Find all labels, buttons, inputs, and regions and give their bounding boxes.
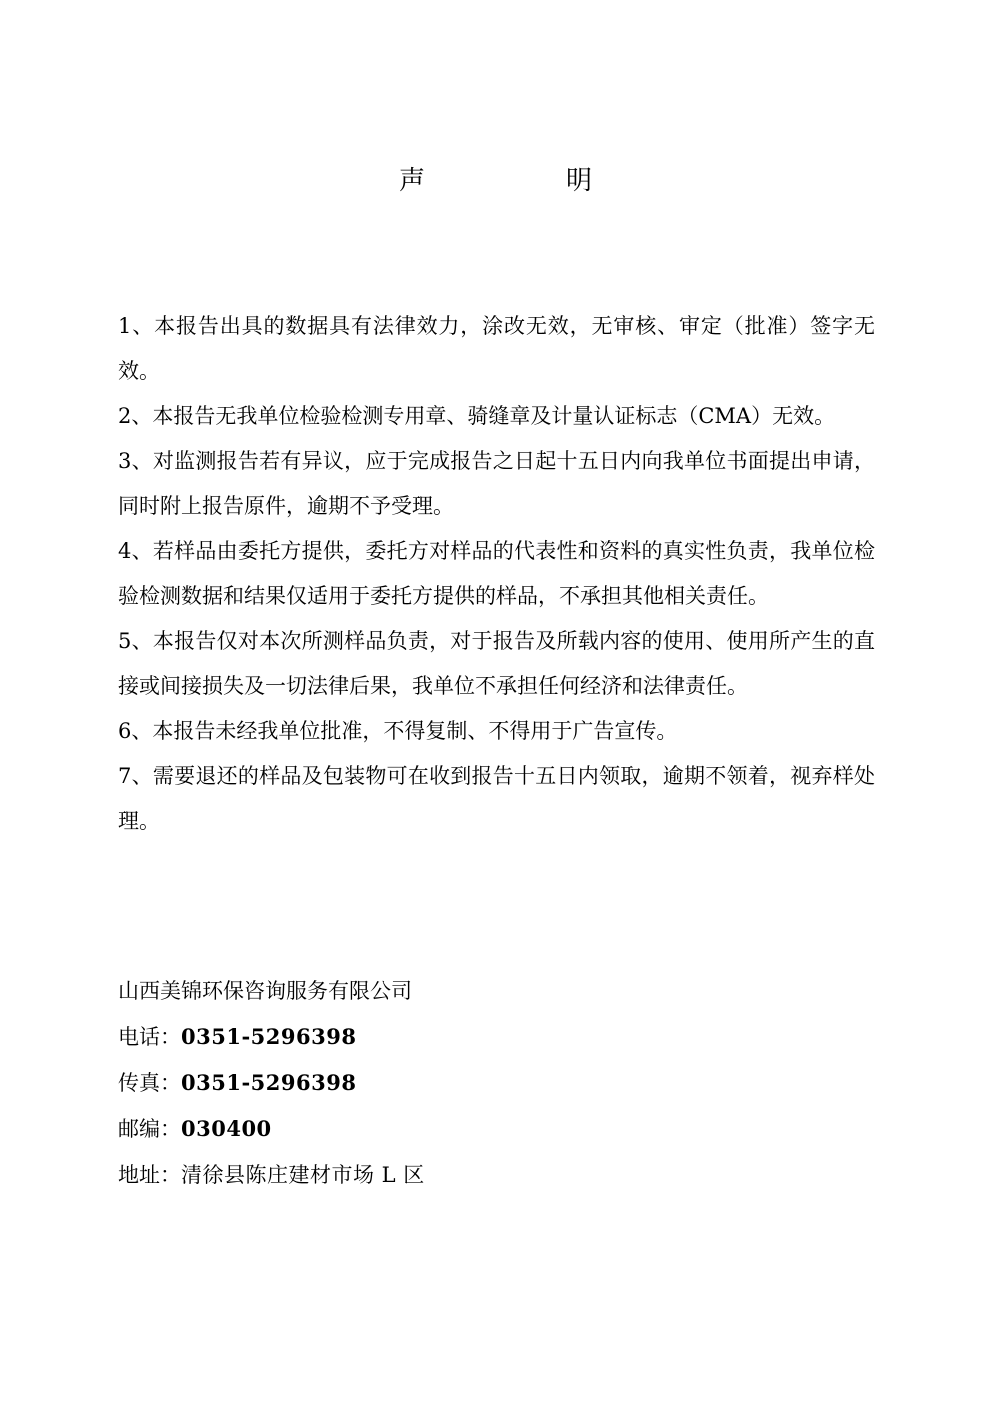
page-title — [0, 168, 992, 194]
zip-value: 030400 — [181, 1116, 272, 1141]
fax-value: 0351-5296398 — [181, 1070, 357, 1095]
company-name: 山西美锦环保咨询服务有限公司 — [118, 979, 412, 1003]
statement-2: 2、本报告无我单位检验检测专用章、骑缝章及计量认证标志（CMA）无效。 — [118, 404, 836, 428]
statement-5: 5、本报告仅对本次所测样品负责，对于报告及所载内容的使用、使用所产生的直接或间接损失及一切法律后果，我单位不承担任何经济和法律责任。 — [118, 629, 875, 698]
statement-1: 1、本报告出具的数据具有法律效力，涂改无效，无审核、审定（批准）签字无效。 — [118, 314, 875, 383]
statement-4: 4、若样品由委托方提供，委托方对样品的代表性和资料的真实性负责，我单位检验检测数据和结果仅适用于委托方提供的样品，不承担其他相关责任。 — [118, 539, 875, 608]
statement-3: 3、对监测报告若有异议，应于完成报告之日起十五日内向我单位书面提出申请，同时附上报告原件，逾期不予受理。 — [118, 449, 875, 518]
address-label: 地址： — [118, 1163, 181, 1187]
phone-value: 0351-5296398 — [181, 1024, 357, 1049]
address-value: 清徐县陈庄建材市场 L 区 — [181, 1163, 425, 1187]
zip-line — [118, 1106, 875, 1152]
statement-7: 7、需要退还的样品及包装物可在收到报告十五日内领取，逾期不领着，视弃样处理。 — [118, 764, 875, 833]
zip-label: 邮编： — [118, 1117, 181, 1141]
phone-label: 电话： — [118, 1025, 181, 1049]
statements-section — [118, 304, 875, 844]
title-char-right: 明 — [566, 166, 594, 196]
fax-line — [118, 1060, 875, 1106]
statement-6: 6、本报告未经我单位批准，不得复制、不得用于广告宣传。 — [118, 719, 678, 743]
address-line — [118, 1152, 875, 1198]
phone-line — [118, 1014, 875, 1060]
fax-label: 传真： — [118, 1071, 181, 1095]
footer-section — [118, 968, 875, 1198]
title-char-left: 声 — [398, 166, 426, 196]
